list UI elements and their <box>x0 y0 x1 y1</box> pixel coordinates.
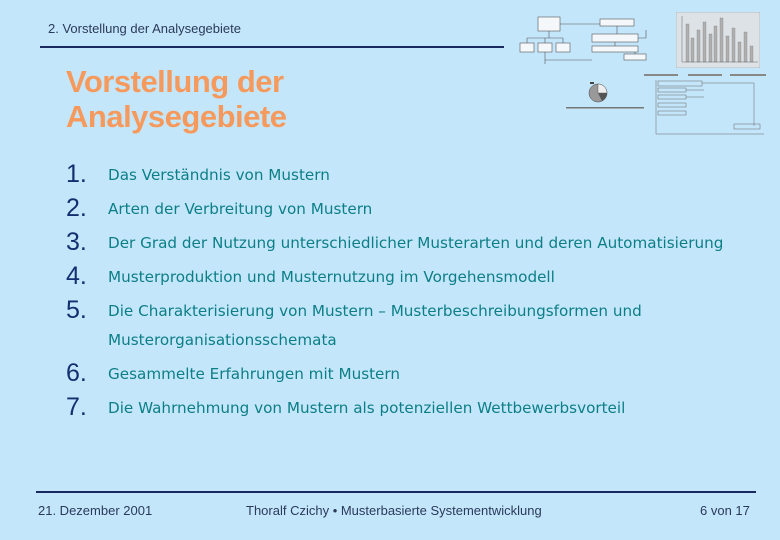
sequence-diagram-thumbnail <box>644 74 768 136</box>
header-divider <box>40 46 504 48</box>
list-item <box>66 160 726 190</box>
list-item-text: Arten der Verbreitung von Mustern <box>108 200 373 218</box>
list-item-text: Das Verständnis von Mustern <box>108 166 330 184</box>
list-item-text: Musterproduktion und Musternutzung im Vorgehensmodell <box>108 268 555 286</box>
list-item-text: Gesammelte Erfahrungen mit Mustern <box>108 365 401 383</box>
list-item-number: 4. <box>66 262 87 290</box>
pie-chart-thumbnail <box>564 80 648 112</box>
slide-title-line-1: Vorstellung der <box>66 64 284 99</box>
list-item <box>66 228 726 258</box>
footer-divider <box>36 491 756 493</box>
slide-title-line-2: Analysegebiete <box>66 99 287 134</box>
list-item <box>66 262 726 292</box>
list-item-number: 3. <box>66 228 87 256</box>
list-item-number: 2. <box>66 194 87 222</box>
section-header: 2. Vorstellung der Analysegebiete <box>48 21 241 36</box>
list-item <box>66 359 726 389</box>
slide-title <box>66 64 286 134</box>
agenda-list <box>66 160 726 427</box>
list-item-number: 6. <box>66 359 87 387</box>
footer-author-title: Thoralf Czichy • Musterbasierte Systementwicklung <box>246 503 542 518</box>
list-item-text: Die Charakterisierung von Mustern – Musterbeschreibungsformen und Musterorganisationsschemata <box>108 302 642 349</box>
list-item-number: 5. <box>66 296 87 324</box>
bar-chart-thumbnail <box>676 12 760 68</box>
list-item-text: Der Grad der Nutzung unterschiedlicher Musterarten und deren Automatisierung <box>108 234 724 252</box>
footer-date: 21. Dezember 2001 <box>38 503 153 518</box>
flowchart-thumbnail <box>518 16 658 68</box>
footer-page-number: 6 von 17 <box>700 503 750 518</box>
list-item <box>66 296 726 355</box>
list-item <box>66 393 726 423</box>
list-item-number: 1. <box>66 160 87 188</box>
list-item <box>66 194 726 224</box>
list-item-text: Die Wahrnehmung von Mustern als potenziellen Wettbewerbsvorteil <box>108 399 626 417</box>
list-item-number: 7. <box>66 393 87 421</box>
